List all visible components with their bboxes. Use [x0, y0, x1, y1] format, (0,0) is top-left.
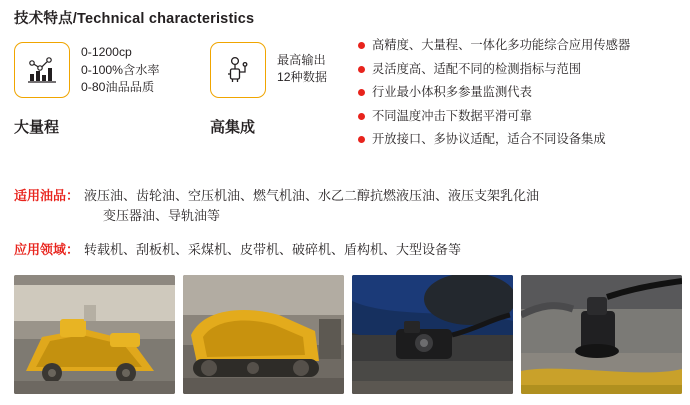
bullet-label: 行业最小体积多参量监测代表	[372, 85, 532, 99]
bullet-dot-icon	[358, 66, 365, 73]
spec-value-line1: 转载机、刮板机、采煤机、皮带机、破碎机、盾构机、大型设备等	[84, 242, 462, 257]
bullet-dot-icon	[358, 136, 365, 143]
bullet-item	[358, 109, 678, 124]
sensor-device-icon	[210, 42, 266, 98]
spec-application-fields	[14, 240, 679, 260]
feature-line: 0-100%含水率	[81, 62, 160, 77]
bullet-list	[358, 38, 678, 156]
spec-label: 适用油品：	[14, 188, 80, 203]
bullet-label: 不同温度冲击下数据平滑可靠	[372, 108, 532, 123]
bullet-item	[358, 62, 678, 77]
bullet-item	[358, 38, 678, 53]
bullet-label: 开放接口、多协议适配，适合不同设备集成	[372, 132, 606, 146]
bullet-item	[358, 132, 678, 147]
bullet-dot-icon	[358, 89, 365, 96]
spec-label: 应用领域：	[14, 242, 80, 257]
feature-block-large-range	[14, 42, 160, 98]
feature-line: 12种数据	[277, 69, 328, 84]
photo-sensor-on-equipment	[352, 275, 513, 394]
feature-integration-lines	[277, 42, 327, 85]
photo-strip	[14, 275, 676, 395]
bullet-dot-icon	[358, 113, 365, 120]
spec-value-line1: 液压油、齿轮油、空压机油、燃气机油、水乙二醇抗燃液压油、液压支架乳化油	[84, 188, 540, 203]
bullet-item	[358, 85, 678, 100]
feature-caption-integration: 高集成	[210, 119, 256, 136]
feature-line: 最高输出	[277, 53, 326, 67]
photo-sensor-closeup-hose	[521, 275, 682, 394]
photo-yellow-tracked-machine	[183, 275, 344, 394]
feature-large-range-lines	[81, 42, 160, 97]
feature-block-integration	[210, 42, 327, 98]
feature-line: 0-1200cp	[81, 45, 132, 59]
feature-caption-large-range: 大量程	[14, 119, 60, 136]
page-title: 技术特点/Technical characteristics	[14, 11, 255, 27]
feature-line: 0-80油品品质	[81, 80, 155, 94]
bullet-label: 灵活度高、适配不同的检测指标与范围	[372, 61, 582, 76]
bullet-label: 高精度、大量程、一体化多功能综合应用传感器	[372, 38, 631, 52]
bullet-dot-icon	[358, 42, 365, 49]
spec-applicable-oils	[14, 186, 679, 226]
photo-yellow-machine-workshop	[14, 275, 175, 394]
spec-value-line2: 变压器油、导轨油等	[103, 208, 221, 223]
chart-bars-icon	[14, 42, 70, 98]
